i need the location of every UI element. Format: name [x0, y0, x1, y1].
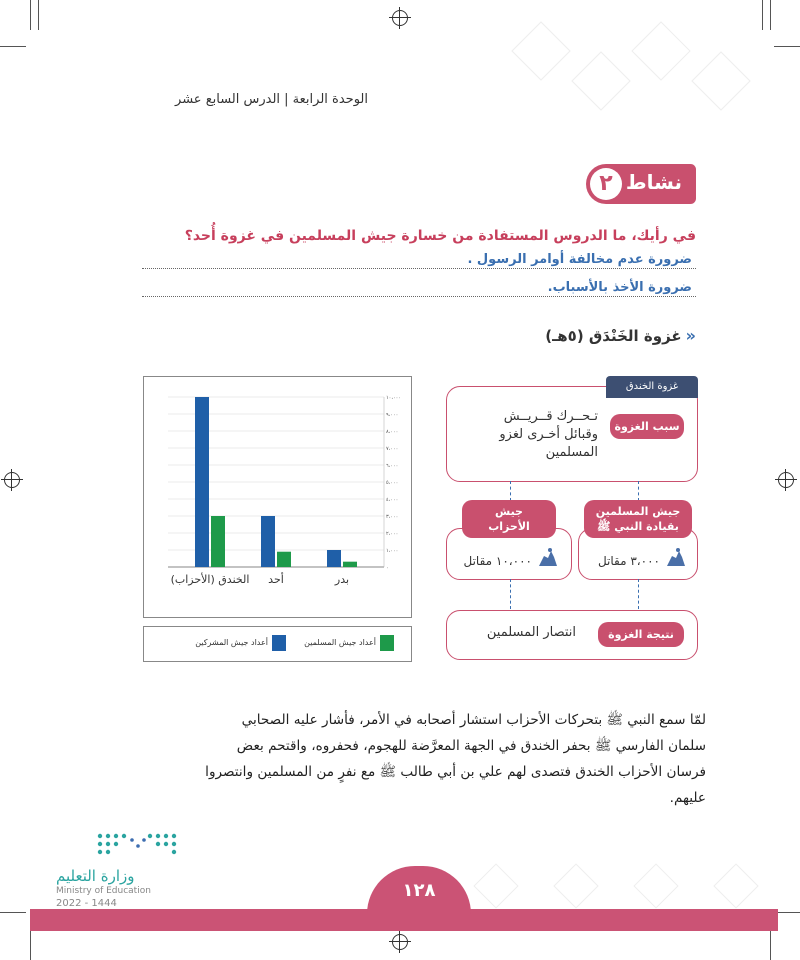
crop-mark — [774, 46, 800, 47]
body-paragraph — [140, 707, 706, 811]
paragraph-line: سلمان الفارسي ﷺ بحفر الخندق في الجهة المعرَّضة للهجوم، فحفروه، واقتحم بعض — [236, 738, 706, 754]
activity-number: ٢ — [590, 168, 622, 200]
y-tick-label: ٦،٠٠٠ — [386, 463, 399, 469]
y-tick-label: ٨،٠٠٠ — [386, 429, 399, 435]
muslims-label-line: جيش المسلمين — [595, 505, 681, 518]
muslims-label — [584, 500, 692, 538]
ahzab-count: ١٠،٠٠٠ مقاتل — [463, 554, 532, 568]
bar — [261, 516, 275, 567]
chart-svg — [144, 377, 411, 617]
crop-mark — [770, 930, 771, 960]
section-title — [545, 326, 696, 345]
crop-mark — [38, 0, 39, 30]
ministry-name-arabic: وزارة التعليم — [56, 867, 135, 885]
y-tick-label: ٩،٠٠٠ — [386, 412, 399, 418]
cause-line: المسلمين — [545, 445, 598, 460]
decorative-diamond — [473, 863, 518, 908]
decorative-diamond — [633, 863, 678, 908]
muslims-count: ٣،٠٠٠ مقاتل — [597, 554, 660, 568]
horseman-icon — [536, 546, 560, 570]
cause-line: وقبائل أخـرى لغزو — [499, 427, 598, 442]
decorative-diamond — [511, 21, 570, 80]
edition-year: 2022 - 1444 — [56, 898, 117, 909]
y-tick-label: ١،٠٠٠ — [386, 548, 399, 554]
y-tick-label: ٥،٠٠٠ — [386, 480, 399, 486]
paragraph-line: لمّا سمع النبي ﷺ بتحركات الأحزاب استشار أصحابه في الأمر، فأشار عليه الصحابي — [241, 712, 706, 728]
registration-mark — [4, 472, 20, 488]
question-text: في رأيك، ما الدروس المستفادة من خسارة جيش المسلمين في غزوة أُحد؟ — [184, 228, 696, 244]
crop-mark — [30, 0, 31, 30]
y-tick-label: ٢،٠٠٠ — [386, 531, 399, 537]
bar — [327, 550, 341, 567]
legend-label-muslims: أعداد جيش المسلمين — [304, 638, 376, 647]
answer-line — [142, 296, 696, 297]
activity-badge — [586, 164, 696, 204]
decorative-diamond — [571, 51, 630, 110]
ahzab-label — [462, 500, 556, 538]
cause-label: سبب الغزوة — [610, 414, 684, 439]
bar-chart — [143, 376, 412, 618]
page-number-tab — [367, 866, 471, 914]
registration-mark — [778, 472, 794, 488]
x-tick-label: بدر — [334, 573, 350, 586]
answer-line — [142, 268, 696, 269]
registration-mark — [392, 934, 408, 950]
answer-1: ضرورة عدم مخالفة أوامر الرسول . — [467, 252, 692, 267]
crop-mark — [770, 0, 771, 30]
answer-2: ضرورة الأخذ بالأسباب. — [547, 280, 692, 295]
page-number: ١٢٨ — [402, 880, 436, 901]
registration-mark — [392, 10, 408, 26]
bar — [277, 552, 291, 567]
decorative-diamond — [631, 21, 690, 80]
muslims-label-line: بقيادة النبي ﷺ — [597, 520, 679, 533]
ministry-name-english: Ministry of Education — [56, 886, 151, 896]
section-title-text: غزوة الخَنْدَق (٥هـ) — [545, 327, 682, 345]
decorative-diamond — [553, 863, 598, 908]
y-tick-label: ٣،٠٠٠ — [386, 514, 399, 520]
crop-mark — [0, 912, 26, 913]
connector — [510, 579, 511, 609]
diagram-tab: غزوة الخندق — [606, 376, 698, 398]
horseman-icon — [664, 546, 688, 570]
result-label: نتيجة الغزوة — [598, 622, 684, 647]
bar — [195, 397, 209, 567]
decorative-diamond — [713, 863, 758, 908]
y-tick-label: ١٠،٠٠٠ — [386, 395, 402, 401]
breadcrumb: الوحدة الرابعة | الدرس السابع عشر — [175, 92, 368, 107]
crop-mark — [762, 0, 763, 30]
crop-mark — [30, 930, 31, 960]
activity-label: نشاط — [625, 170, 682, 194]
ministry-logo-icon — [90, 830, 186, 860]
y-tick-label: ٤،٠٠٠ — [386, 497, 399, 503]
legend-label-polytheists: أعداد جيش المشركين — [195, 638, 268, 647]
result-text: انتصار المسلمين — [486, 625, 576, 640]
legend-swatch-muslims — [380, 635, 394, 651]
x-tick-label: أحد — [268, 573, 284, 586]
y-tick-label: ٧،٠٠٠ — [386, 446, 399, 452]
connector — [638, 579, 639, 609]
crop-mark — [0, 46, 26, 47]
paragraph-line: فرسان الأحزاب الخندق فتصدى لهم علي بن أبي طالب ﷺ مع نفرٍ من المسلمين وانتصروا — [205, 764, 706, 780]
double-chevron-icon: « — [685, 326, 696, 345]
y-tick-label: ٠ — [386, 565, 389, 571]
connector — [510, 481, 511, 501]
chart-legend — [143, 626, 412, 662]
x-tick-label: الخندق (الأحزاب) — [170, 573, 250, 586]
legend-swatch-polytheists — [272, 635, 286, 651]
bar — [343, 562, 357, 567]
connector — [638, 481, 639, 501]
ahzab-label-line: جيش — [495, 505, 523, 518]
ahzab-label-line: الأحزاب — [488, 520, 530, 533]
cause-line: تـحــرك قــريــش — [503, 409, 598, 424]
decorative-diamond — [691, 51, 750, 110]
cause-text — [452, 408, 598, 462]
paragraph-line: عليهم. — [669, 790, 706, 806]
bar — [211, 516, 225, 567]
